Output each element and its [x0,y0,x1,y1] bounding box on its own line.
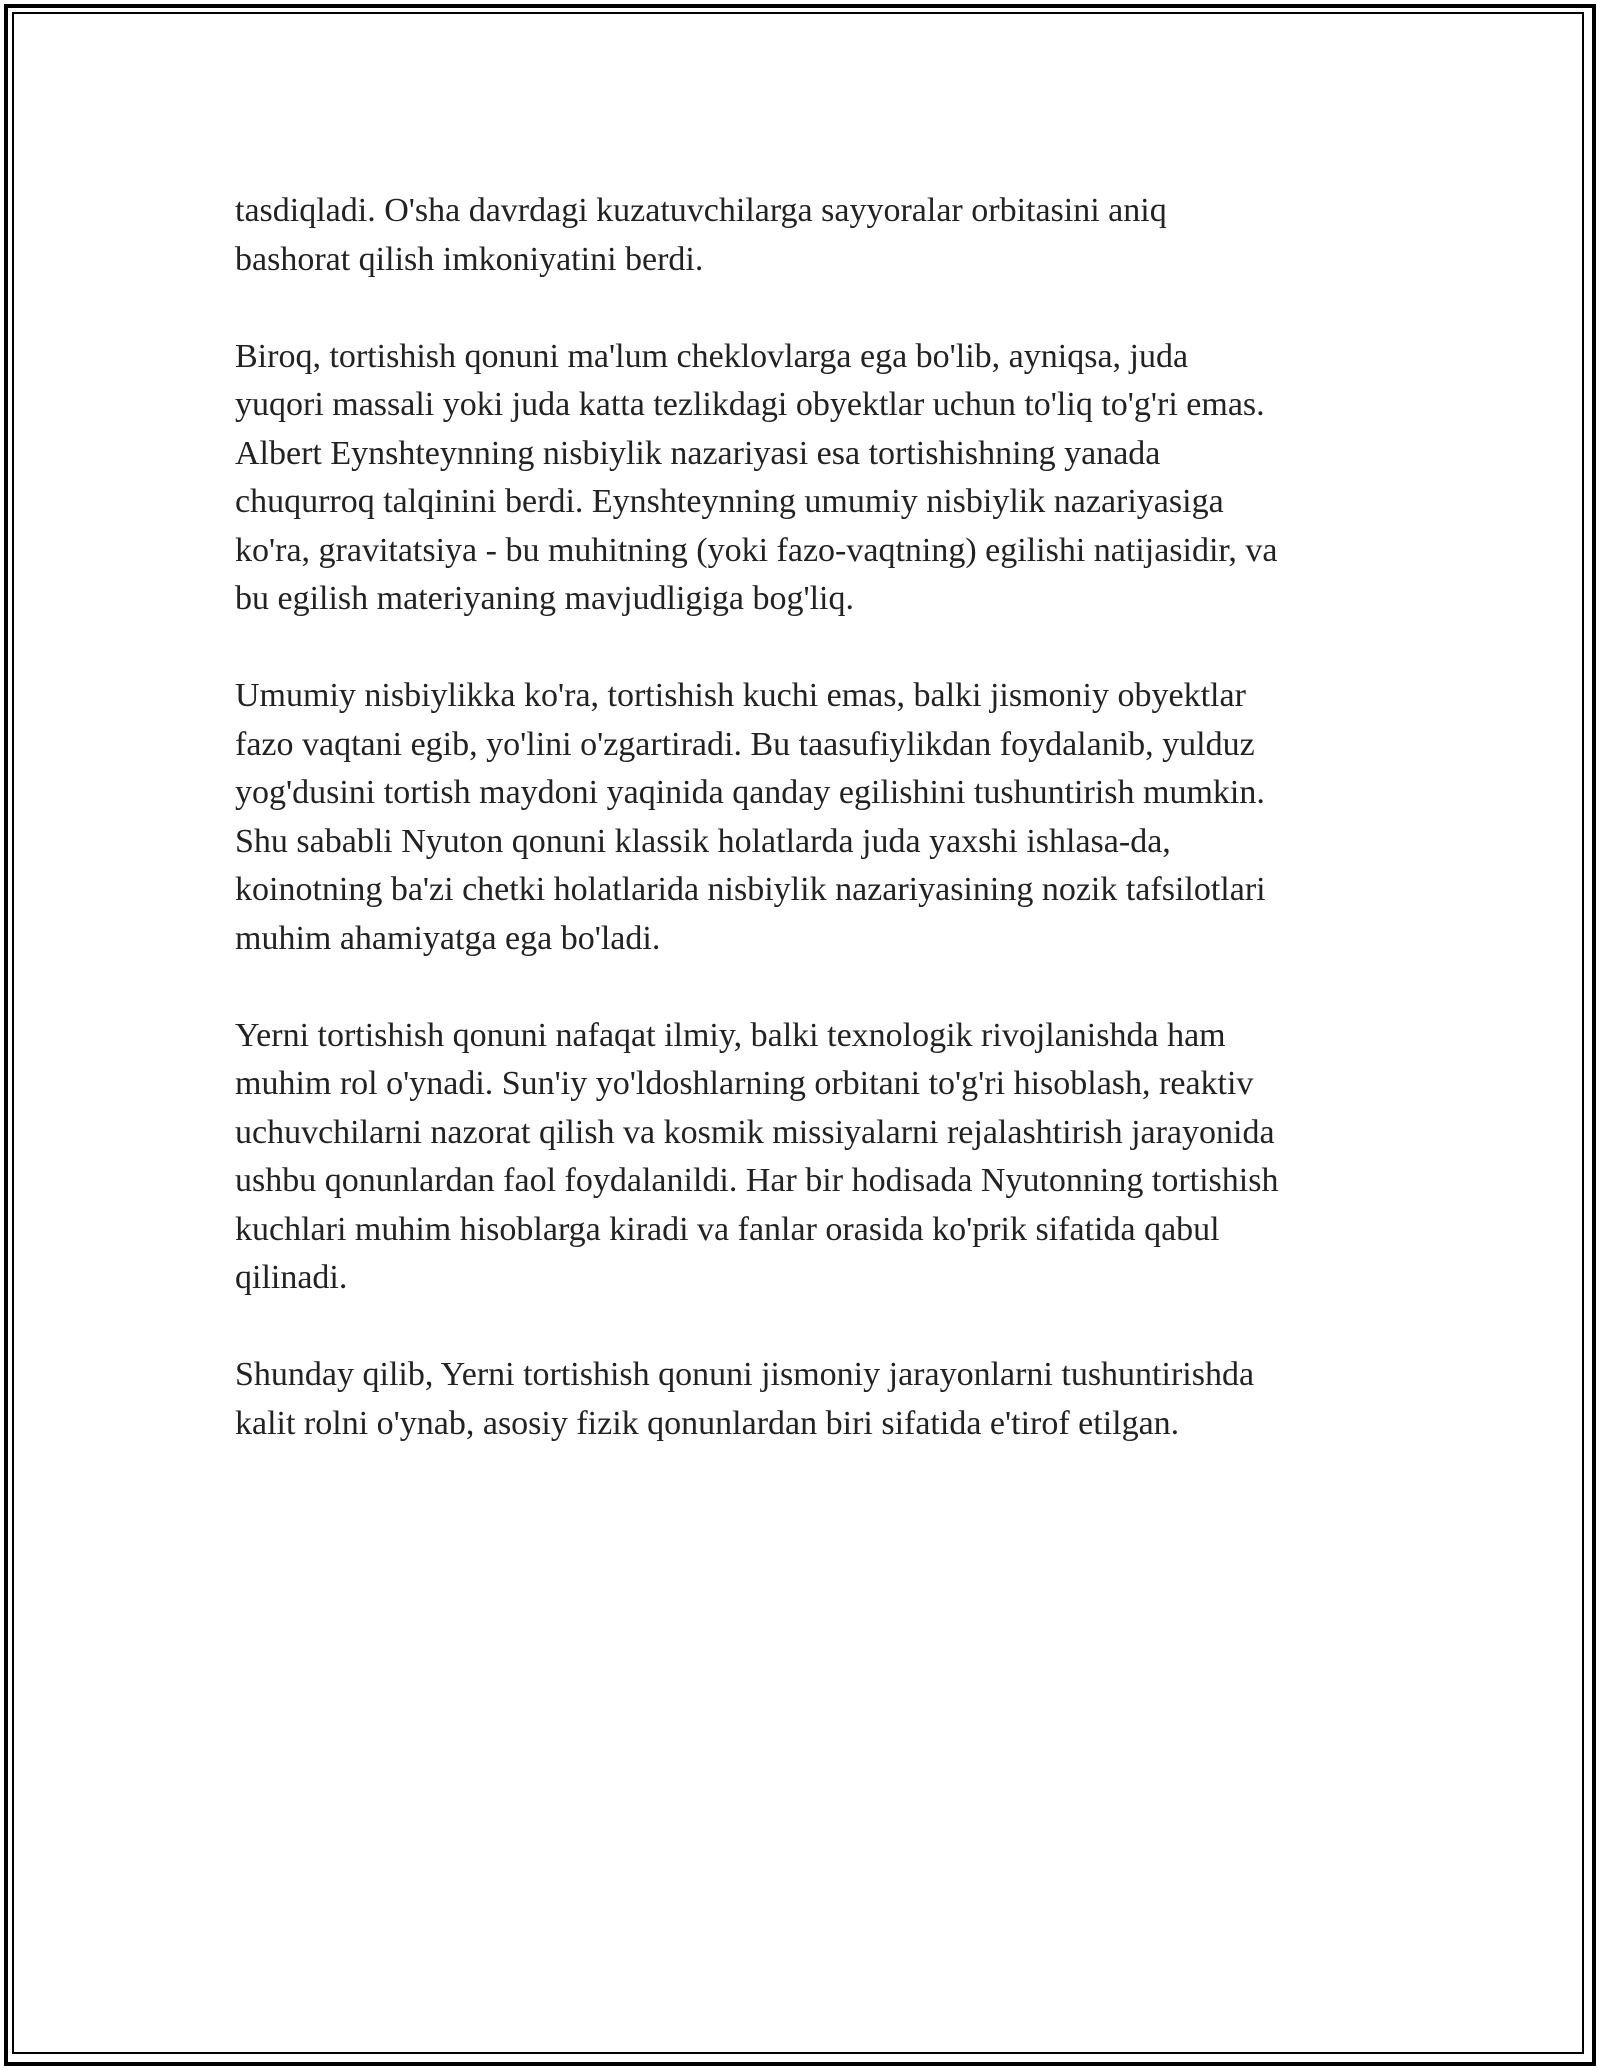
paragraph-2: Biroq, tortishish qonuni ma'lum cheklovlarga ega bo'lib, ayniqsa, juda yuqori massali yoki juda katta tezlikdagi obyektlar uchun to'liq to'g'ri emas. Albert Eynshteynning nisbiylik nazariyasi esa tortishishning yanada chuqurroq talqinini berdi. Eynshteynning umumiy nisbiylik nazariyasiga ko'ra, gravitatsiya - bu muhitning (yoki fazo-vaqtning) egilishi natijasidir, va bu egilish materiyaning mavjudligiga bog'liq. [235,337,1278,617]
paragraph-5: Shunday qilib, Yerni tortishish qonuni jismoniy jarayonlarni tushuntirishda kalit rolni o'ynab, asosiy fizik qonunlardan biri sifatida e'tirof etilgan. [235,1356,1255,1442]
paragraph-3: Umumiy nisbiylikka ko'ra, tortishish kuchi emas, balki jismoniy obyektlar fazo vaqtani egib, yo'lini o'zgartiradi. Bu taasufiylikdan foydalanib, yulduz yog'dusini tortish maydoni yaqinida qanday egilishini tushuntirish mumkin. Shu sababli Nyuton qonuni klassik holatlarda juda yaxshi ishlasa-da, koinotning ba'zi chetki holatlarida nisbiylik nazariyasining nozik tafsilotlari muhim ahamiyatga ega bo'ladi. [235,677,1266,957]
paragraph-4: Yerni tortishish qonuni nafaqat ilmiy, balki texnologik rivojlanishda ham muhim rol o'ynadi. Sun'iy yo'ldoshlarning orbitani to'g'ri hisoblash, reaktiv uchuvchilarni nazorat qilish va kosmik missiyalarni rejalashtirish jarayonida ushbu qonunlardan faol foydalanildi. Har bir hodisada Nyutonning tortishish kuchlari muhim hisoblarga kiradi va fanlar orasida ko'prik sifatida qabul qilinadi. [235,1016,1279,1296]
paragraph-1: tasdiqladi. O'sha davrdagi kuzatuvchilarga sayyoralar orbitasini aniq bashorat qilish imkoniyatini berdi. [235,192,1167,278]
document-body [235,187,1370,1497]
